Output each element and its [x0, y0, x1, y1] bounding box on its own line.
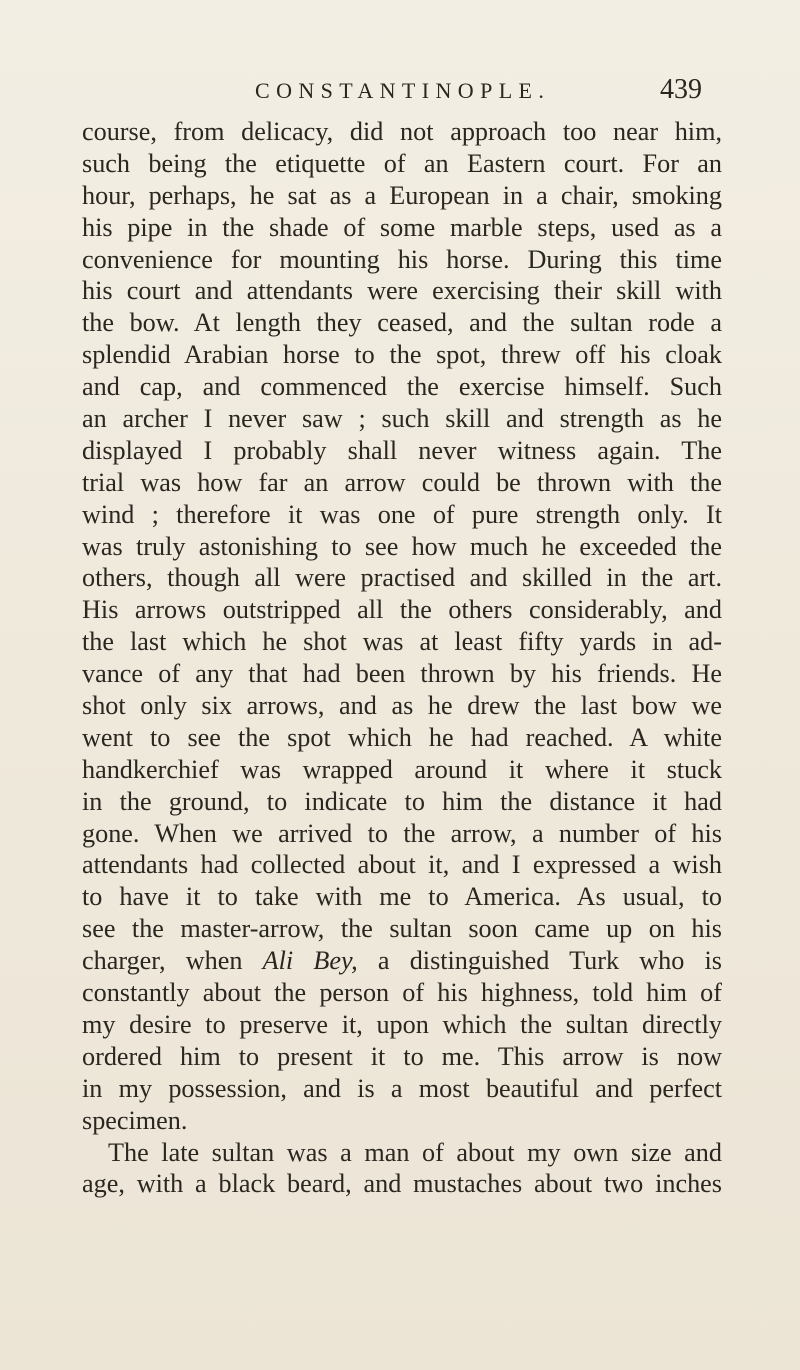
text-line: my desire to preserve it, upon which the sultan directly — [82, 1009, 722, 1039]
body-paragraphs — [82, 116, 722, 1200]
text-line: hour, perhaps, he sat as a European in a chair, smoking — [82, 180, 722, 210]
text-line: went to see the spot which he had reached. A white — [82, 722, 722, 752]
page-number: 439 — [660, 74, 702, 105]
text-line: his court and attendants were exercising their skill with — [82, 276, 722, 306]
text-line: to have it to take with me to America. As usual, to — [82, 882, 722, 912]
text-line: and cap, and commenced the exercise himself. Such — [82, 372, 722, 402]
running-title: CONSTANTINOPLE. — [255, 78, 551, 103]
text-line: gone. When we arrived to the arrow, a number of his — [82, 818, 722, 848]
text-line: in my possession, and is a most beautiful and perfect — [82, 1073, 722, 1103]
text-line: convenience for mounting his horse. During this time — [82, 244, 722, 274]
text-line: His arrows outstripped all the others considerably, and — [82, 595, 722, 625]
text-line: others, though all were practised and skilled in the art. — [82, 563, 722, 593]
text-segment: charger, when — [82, 946, 263, 976]
running-head — [0, 74, 800, 110]
text-line: an archer I never saw ; such skill and strength as he — [82, 404, 722, 434]
italic-name: Ali Bey, — [262, 946, 358, 976]
text-line: ordered him to present it to me. This arrow is now — [82, 1041, 722, 1071]
text-line: wind ; therefore it was one of pure strength only. It — [82, 499, 722, 529]
text-line: splendid Arabian horse to the spot, threw off his cloak — [82, 340, 722, 370]
text-line: in the ground, to indicate to him the distance it had — [82, 786, 722, 816]
text-line: the last which he shot was at least fifty yards in ad- — [82, 627, 722, 657]
text-line: constantly about the person of his highness, told him of — [82, 978, 722, 1008]
paragraph-end-line: specimen. — [82, 1105, 188, 1135]
text-line: age, with a black beard, and mustaches about two inches — [82, 1169, 722, 1199]
text-line: the bow. At length they ceased, and the sultan rode a — [82, 308, 722, 338]
text-line-with-italic — [82, 945, 722, 977]
text-line: displayed I probably shall never witness again. The — [82, 435, 722, 465]
text-line: trial was how far an arrow could be thrown with the — [82, 467, 722, 497]
paragraph-start-line: The late sultan was a man of about my own size and — [108, 1137, 722, 1167]
text-line: such being the etiquette of an Eastern court. For an — [82, 148, 722, 178]
text-line: was truly astonishing to see how much he exceeded the — [82, 531, 722, 561]
text-line: handkerchief was wrapped around it where it stuck — [82, 754, 722, 784]
text-line: his pipe in the shade of some marble steps, used as a — [82, 212, 722, 242]
text-line: attendants had collected about it, and I expressed a wish — [82, 850, 722, 880]
text-line: see the master-arrow, the sultan soon came up on his — [82, 914, 722, 944]
text-segment: a distinguished Turk who is — [357, 946, 722, 976]
text-line: course, from delicacy, did not approach too near him, — [82, 117, 722, 146]
text-line: vance of any that had been thrown by his friends. He — [82, 659, 722, 689]
text-line: shot only six arrows, and as he drew the last bow we — [82, 691, 722, 721]
